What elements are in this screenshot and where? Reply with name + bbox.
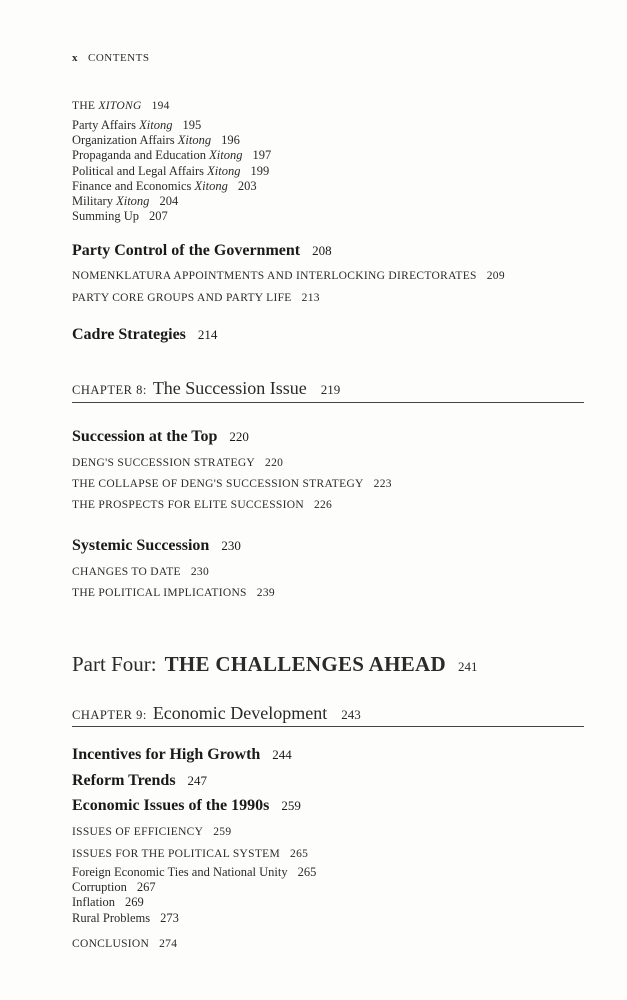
part-label: Part Four: [72,652,157,676]
running-head [72,52,149,64]
page-number: 244 [272,747,292,762]
chapter-label: CHAPTER 8: [72,383,147,397]
xitong-subentries [72,118,271,224]
toc-entry-political-system[interactable]: ISSUES FOR THE POLITICAL SYSTEM 265 [72,848,309,860]
chapter-label: CHAPTER 9: [72,708,147,722]
toc-section-reform-trends[interactable]: Reform Trends 247 [72,772,208,789]
page-number: 214 [197,327,218,342]
toc-entry[interactable]: THE COLLAPSE OF DENG'S SUCCESSION STRATEGY 223 [72,478,392,490]
toc-section-incentives[interactable]: Incentives for High Growth 244 [72,746,292,763]
page-number: 194 [151,100,170,112]
toc-chapter-8[interactable] [72,378,340,399]
toc-subentry[interactable]: Foreign Economic Ties and National Unity 265 [72,865,317,879]
toc-part-four[interactable] [72,652,478,677]
toc-subentry[interactable]: Inflation 269 [72,895,144,910]
toc-entry[interactable]: DENG'S SUCCESSION STRATEGY 220 [72,457,284,469]
toc-subentry[interactable]: Summing Up 207 [72,209,168,224]
political-subentries [72,865,316,926]
page-number: 219 [320,382,341,397]
toc-section-cadre-strategies[interactable]: Cadre Strategies 214 [72,326,218,343]
toc-entry[interactable]: THE PROSPECTS FOR ELITE SUCCESSION 226 [72,499,333,511]
chapter-title: The Succession Issue [152,378,307,398]
toc-subentry[interactable]: Corruption 267 [72,880,156,895]
page-number: 220 [229,429,249,444]
toc-subentry[interactable]: Propaganda and Education Xitong 197 [72,148,272,163]
page-number: 230 [221,538,241,553]
toc-entry-xitong[interactable]: THE XITONG 194 [72,100,170,112]
toc-section-succession-top[interactable]: Succession at the Top 220 [72,428,249,445]
toc-entry[interactable]: THE POLITICAL IMPLICATIONS 239 [72,587,275,599]
toc-subentry[interactable]: Finance and Economics Xitong 203 [72,178,257,193]
chapter-rule [72,726,584,727]
folio: x [72,52,78,64]
page-number: 259 [281,798,301,813]
toc-subentry[interactable]: Party Affairs Xitong 195 [72,118,202,132]
chapter-title: Economic Development [152,703,328,723]
toc-entry-party-core-groups[interactable]: PARTY CORE GROUPS AND PARTY LIFE 213 [72,292,320,304]
running-head-title: CONTENTS [88,52,150,64]
part-title: THE CHALLENGES AHEAD [164,652,446,676]
page-number: 247 [187,773,208,788]
toc-entry-efficiency[interactable]: ISSUES OF EFFICIENCY 259 [72,826,232,838]
page-number: 243 [341,707,361,722]
page-number: 241 [458,659,478,674]
toc-entry-nomenklatura[interactable]: NOMENKLATURA APPOINTMENTS AND INTERLOCKING DIRECTORATES 209 [72,270,505,282]
toc-subentry[interactable]: Rural Problems 273 [72,910,179,925]
chapter-rule [72,402,584,403]
toc-subentry[interactable]: Political and Legal Affairs Xitong 199 [72,163,270,178]
toc-entry[interactable]: CHANGES TO DATE 230 [72,566,210,578]
toc-section-economic-issues[interactable]: Economic Issues of the 1990s 259 [72,797,301,814]
toc-chapter-9[interactable] [72,703,361,724]
toc-section-systemic-succession[interactable]: Systemic Succession 230 [72,537,241,554]
page-number: 208 [312,243,332,258]
toc-section-party-control[interactable]: Party Control of the Government 208 [72,242,332,259]
toc-entry-conclusion[interactable]: CONCLUSION 274 [72,938,178,950]
toc-subentry[interactable]: Organization Affairs Xitong 196 [72,133,240,148]
toc-subentry[interactable]: Military Xitong 204 [72,194,179,209]
